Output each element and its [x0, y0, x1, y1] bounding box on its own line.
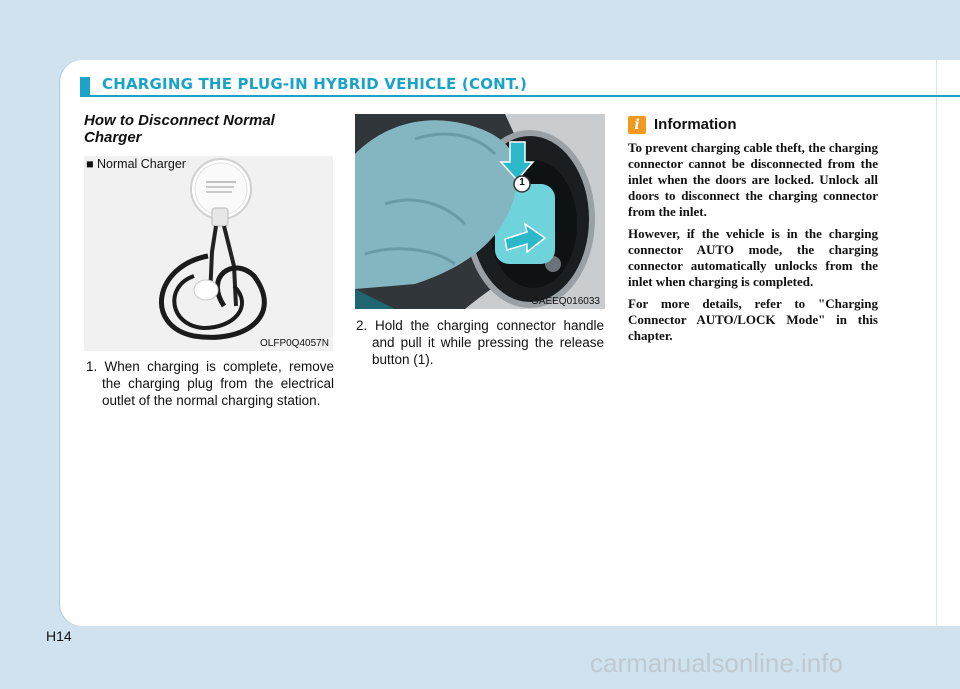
normal-charger-image	[84, 156, 333, 351]
step-item	[356, 317, 604, 368]
information-paragraph: For more details, refer to "Charging Connector AUTO/LOCK Mode" in this chapter.	[628, 296, 878, 343]
section-title: CHARGING THE PLUG-IN HYBRID VEHICLE (CONT.)	[102, 75, 528, 93]
step-text: Hold the charging connector handle and pull it while pressing the release button (1).	[372, 318, 604, 367]
information-title: Information	[654, 116, 737, 133]
figure-code: OAEEQ016033	[531, 296, 600, 307]
information-paragraph: However, if the vehicle is in the charging connector AUTO mode, the charging connector automatically unlocks from the inlet when charging is completed.	[628, 226, 878, 289]
figure-code: OLFP0Q4057N	[260, 338, 329, 349]
information-paragraph: To prevent charging cable theft, the charging connector cannot be disconnected from the inlet when the doors are locked. Unlock all doors to disconnect the charging connector from the inlet.	[628, 140, 878, 219]
connector-release-illustration	[355, 114, 605, 309]
title-marker	[80, 77, 90, 95]
subsection-heading: How to Disconnect Normal Charger	[84, 112, 275, 146]
callout-1: 1	[519, 177, 525, 188]
normal-charger-illustration	[84, 156, 333, 351]
page-number: H14	[46, 628, 72, 644]
information-body	[628, 140, 878, 350]
figure-label: ■ Normal Charger	[86, 157, 186, 171]
step-number: 2.	[356, 318, 368, 333]
page-divider	[936, 60, 937, 626]
title-underline	[80, 95, 960, 97]
watermark: carmanualsonline.info	[590, 648, 843, 678]
connector-release-image	[355, 114, 605, 309]
step-item	[86, 358, 334, 409]
info-icon: i	[628, 116, 646, 134]
section-title-bar	[80, 75, 960, 97]
step-number: 1.	[86, 359, 98, 374]
step-text: When charging is complete, remove the charging plug from the electrical outlet of the normal charging station.	[102, 359, 334, 408]
